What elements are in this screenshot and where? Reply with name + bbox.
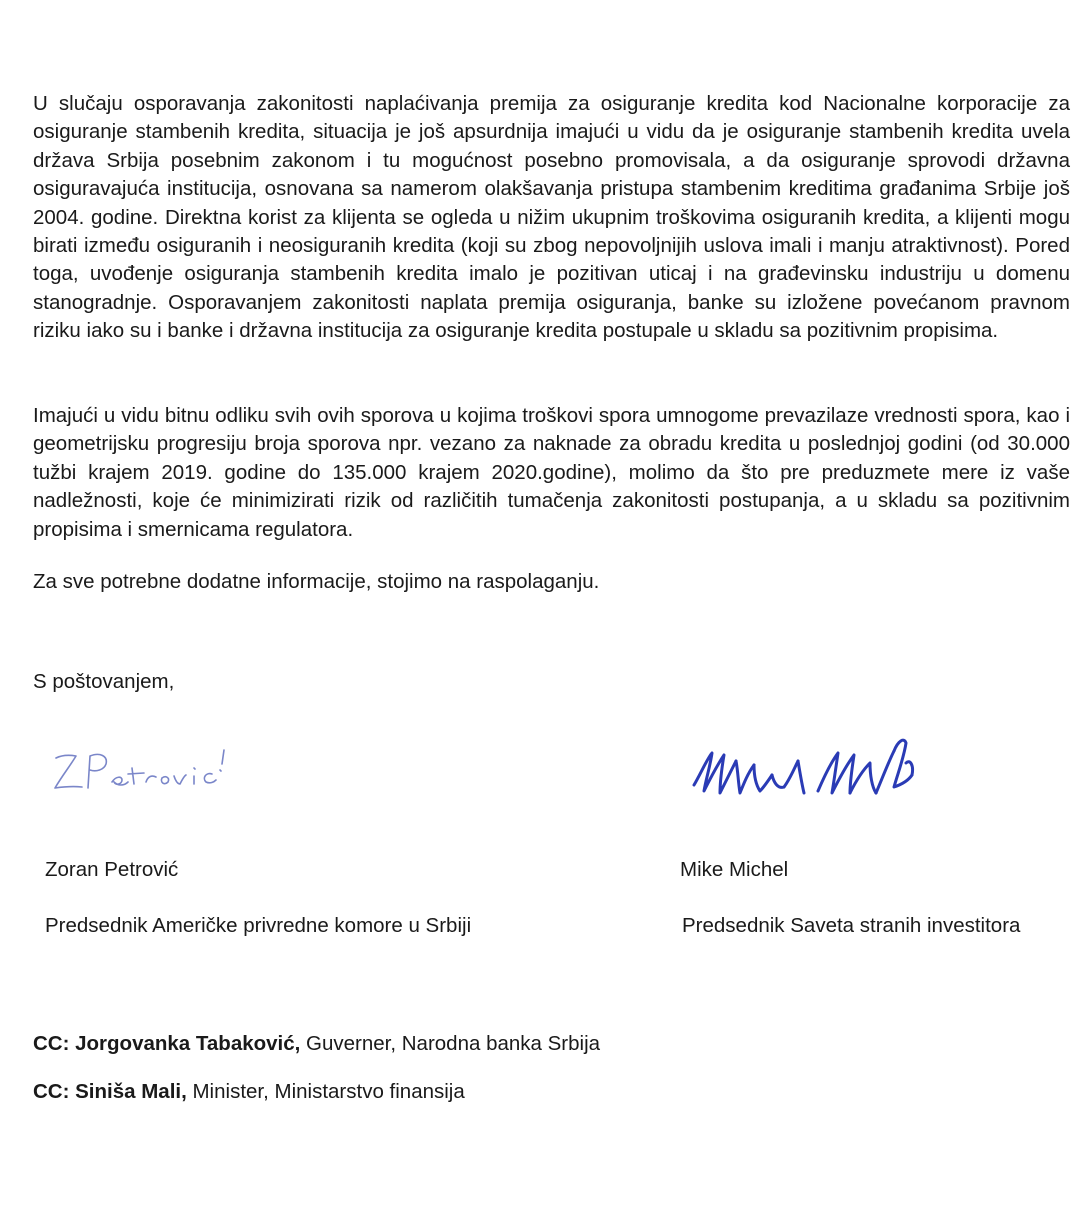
signer-title-right: Predsednik Saveta stranih investitora: [682, 914, 1021, 937]
cc-recipient-2: CC: Siniša Mali,: [33, 1080, 187, 1103]
body-paragraph-1: U slučaju osporavanja zakonitosti naplaćivanja premija za osiguranje kredita kod Nacionalne korporacije za osiguranje stambenih kredita, situacija je još apsurdnija imajući u vidu da je osiguranje stambenih kredita uvela država Srbija posebnim zakonom i tu mogućnost posebno promovisala, a da osiguranje sprovodi državna osiguravajuća institucija, osnovana sa namerom olakšavanja pristupa stambenim kreditima građanima Srbije još 2004. godine. Direktna korist za klijenta se ogleda u nižim ukupnim troškovima osiguranih kredita, a klijenti mogu birati između osiguranih i neosiguranih kredita (koji su zbog nepovoljnijih uslova imali i manju atraktivnost). Pored toga, uvođenje osiguranja stambenih kredita imalo je pozitivan uticaj i na građevinsku industriju u domenu stanogradnje. Osporavanjem zakonitosti naplata premija osiguranja, banke su izložene povećanom pravnom riziku iako su i banke i državna institucija za osiguranje kredita postupale u skladu sa pozitivnim propisima.: [33, 92, 1070, 343]
closing-greeting: S poštovanjem,: [33, 670, 175, 693]
body-paragraph-3: Za sve potrebne dodatne informacije, stojimo na raspolaganju.: [33, 570, 600, 593]
cc-recipient-1: CC: Jorgovanka Tabaković,: [33, 1032, 301, 1055]
cc-line-2: [33, 1078, 465, 1106]
cc-role-1: Guverner, Narodna banka Srbija: [300, 1032, 601, 1055]
signer-title-left: Predsednik Američke privredne komore u Srbiji: [45, 914, 472, 937]
cc-role-2: Minister, Ministarstvo finansija: [186, 1080, 465, 1103]
signature-zoran-petrovic: [52, 742, 232, 797]
signature-mike-michel: [690, 735, 940, 805]
body-paragraph-2: Imajući u vidu bitnu odliku svih ovih sporova u kojima troškovi spora umnogome prevazilaze vrednosti spora, kao i geometrijsku progresiju broja sporova npr. vezano za naknade za obradu kredita u poslednjoj godini (od 30.000 tužbi krajem 2019. godine do 135.000 krajem 2020.godine), molimo da što pre preduzmete mere iz vaše nadležnosti, koje će minimizirati rizik od različitih tumačenja zakonitosti postupanja, a u skladu sa pozitivnim propisima i smernicama regulatora.: [33, 404, 1070, 541]
signer-name-left: Zoran Petrović: [45, 858, 179, 881]
cc-line-1: [33, 1030, 600, 1058]
signer-name-right: Mike Michel: [680, 858, 789, 881]
